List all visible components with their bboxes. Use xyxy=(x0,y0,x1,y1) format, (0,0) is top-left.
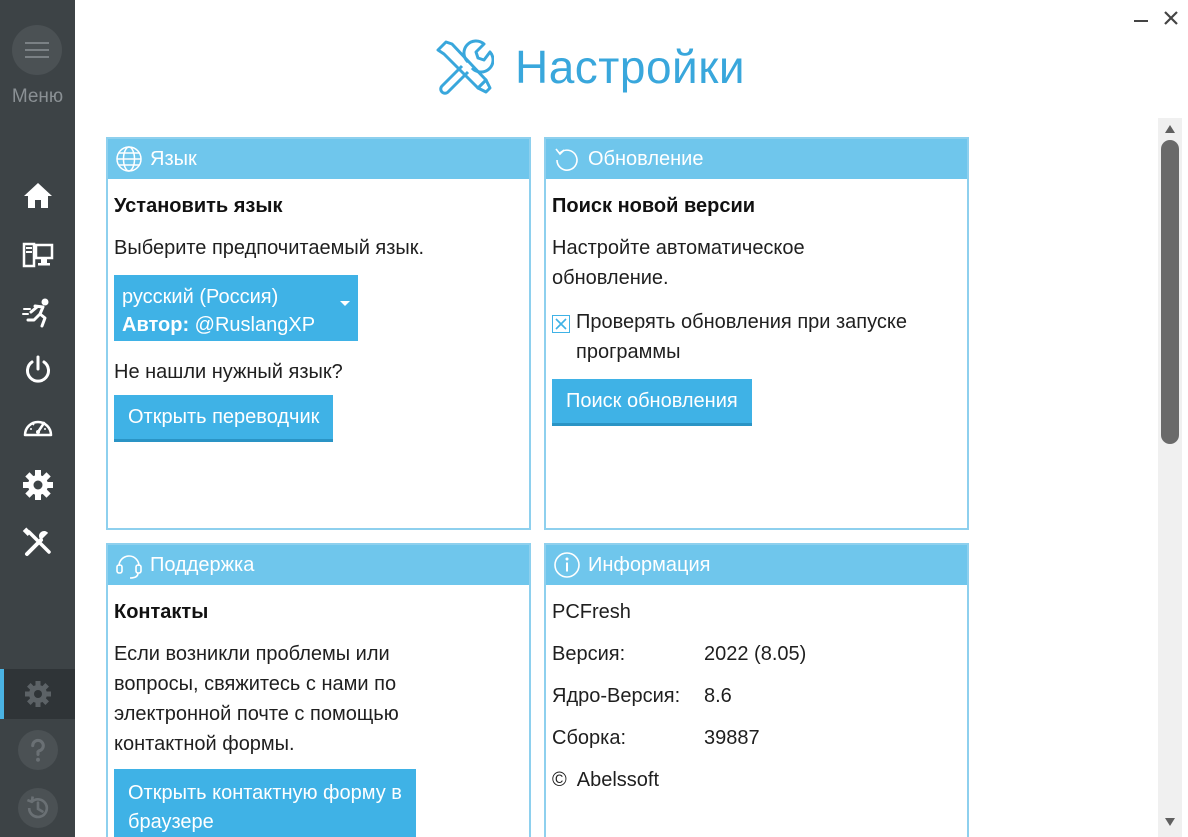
menu-label[interactable]: Меню xyxy=(11,86,64,107)
build-label: Сборка: xyxy=(552,727,627,749)
runner-icon xyxy=(21,296,55,330)
language-panel xyxy=(106,137,531,530)
history-icon xyxy=(23,793,53,823)
refresh-icon xyxy=(552,144,582,174)
sidebar-item-speed[interactable] xyxy=(0,402,75,452)
support-panel xyxy=(106,543,531,837)
gear-icon xyxy=(21,468,55,502)
sidebar xyxy=(0,0,75,837)
language-missing-text: Не нашли нужный язык? xyxy=(114,361,343,383)
support-text-line1: Если возникли проблемы или xyxy=(114,643,390,665)
page-title: Настройки xyxy=(515,41,746,93)
open-translator-button[interactable]: Открыть переводчик xyxy=(114,395,333,442)
scroll-thumb[interactable] xyxy=(1161,140,1179,444)
sidebar-item-computer[interactable] xyxy=(0,230,75,280)
update-panel-title: Обновление xyxy=(588,147,704,170)
version-value: 2022 (8.05) xyxy=(704,643,807,665)
tools-icon xyxy=(21,526,55,560)
check-updates-label-line2: программы xyxy=(576,341,681,363)
core-version-row xyxy=(552,681,959,711)
sidebar-item-home[interactable] xyxy=(0,171,75,221)
vertical-scrollbar[interactable] xyxy=(1158,118,1182,837)
language-panel-title: Язык xyxy=(150,147,197,170)
language-select-value: русский (Россия) xyxy=(122,286,279,308)
support-panel-header xyxy=(108,545,529,585)
sidebar-item-power[interactable] xyxy=(0,345,75,395)
info-icon xyxy=(552,550,582,580)
info-panel-header xyxy=(546,545,967,585)
build-value: 39887 xyxy=(704,727,760,749)
help-icon xyxy=(23,735,53,765)
sidebar-item-settings[interactable] xyxy=(0,460,75,510)
language-panel-header xyxy=(108,139,529,179)
language-description: Выберите предпочитаемый язык. xyxy=(114,237,425,259)
triangle-down-icon xyxy=(1165,818,1175,826)
close-icon xyxy=(1161,8,1181,28)
check-updates-option[interactable] xyxy=(552,307,959,367)
power-icon xyxy=(21,353,55,387)
support-panel-title: Поддержка xyxy=(150,553,255,576)
triangle-up-icon xyxy=(1165,125,1175,133)
sidebar-item-optimize[interactable] xyxy=(0,288,75,338)
update-description-line1: Настройте автоматическое xyxy=(552,237,805,259)
contact-button-line2: браузере xyxy=(128,811,214,833)
check-updates-checkbox[interactable] xyxy=(552,315,570,333)
scroll-up-arrow[interactable] xyxy=(1158,118,1182,140)
language-author-value: @RuslangXP xyxy=(194,314,316,336)
copyright: © Abelssoft xyxy=(552,769,660,791)
language-panel-body xyxy=(114,191,521,442)
check-updates-label-line1: Проверять обновления при запуске xyxy=(576,311,907,333)
support-subtitle: Контакты xyxy=(114,601,209,623)
scroll-down-arrow[interactable] xyxy=(1158,811,1182,833)
headset-icon xyxy=(114,550,144,580)
support-text-line3: электронной почте с помощью xyxy=(114,703,399,725)
update-subtitle: Поиск новой версии xyxy=(552,195,756,217)
update-panel-body xyxy=(552,191,959,426)
globe-icon xyxy=(114,144,144,174)
menu-button[interactable] xyxy=(12,25,62,75)
product-name: PCFresh xyxy=(552,601,631,623)
history-button[interactable] xyxy=(18,788,58,828)
sidebar-item-tools[interactable] xyxy=(0,518,75,568)
language-select[interactable] xyxy=(114,275,358,341)
version-label: Версия: xyxy=(552,643,626,665)
contact-button-line1: Открыть контактную форму в xyxy=(128,782,402,804)
minimize-button[interactable] xyxy=(1131,8,1151,28)
support-text-line4: контактной формы. xyxy=(114,733,295,755)
info-panel-body xyxy=(552,597,959,807)
info-panel-title: Информация xyxy=(588,553,711,576)
minimize-icon xyxy=(1131,8,1151,28)
language-subtitle: Установить язык xyxy=(114,195,283,217)
version-row xyxy=(552,639,959,669)
open-contact-form-button[interactable] xyxy=(114,769,416,837)
search-update-button[interactable]: Поиск обновления xyxy=(552,379,752,426)
tools-icon xyxy=(432,36,494,98)
update-panel-header xyxy=(546,139,967,179)
sidebar-item-settings-active[interactable] xyxy=(0,669,75,719)
support-panel-body xyxy=(114,597,521,837)
chevron-down-icon xyxy=(340,301,350,306)
core-version-value: 8.6 xyxy=(704,685,732,707)
build-row xyxy=(552,723,959,753)
gear-icon xyxy=(21,677,55,711)
help-button[interactable] xyxy=(18,730,58,770)
update-panel xyxy=(544,137,969,530)
home-icon xyxy=(21,179,55,213)
close-button[interactable] xyxy=(1161,8,1181,28)
checkmark-icon xyxy=(554,317,568,331)
language-author-label: Автор: xyxy=(122,314,190,336)
update-description-line2: обновление. xyxy=(552,267,669,289)
core-version-label: Ядро-Версия: xyxy=(552,685,681,707)
computer-icon xyxy=(21,238,55,272)
speedometer-icon xyxy=(21,410,55,444)
support-text-line2: вопросы, свяжитесь с нами по xyxy=(114,673,397,695)
info-panel xyxy=(544,543,969,837)
